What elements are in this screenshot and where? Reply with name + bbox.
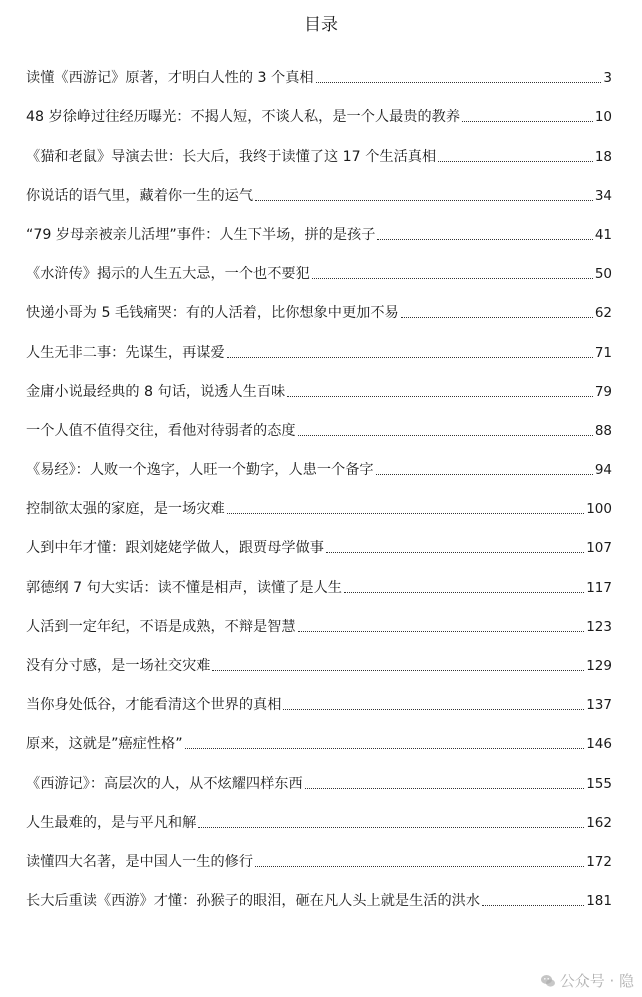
toc-entry-page: 100	[586, 501, 612, 518]
toc-entry-title: 你说话的语气里，藏着你一生的运气	[26, 187, 254, 204]
toc-entry-title: 人生无非二事：先谋生，再谋爱	[26, 344, 225, 361]
toc-entry-page: 79	[594, 383, 612, 400]
toc-entry[interactable]	[26, 244, 612, 283]
dot-leader	[298, 435, 593, 436]
toc-entry[interactable]	[26, 87, 612, 126]
toc-entry[interactable]	[26, 440, 612, 479]
toc-entry-page: 10	[594, 109, 612, 126]
dot-leader	[438, 161, 593, 162]
toc-entry-title: 原来，这就是”癌症性格”	[26, 736, 183, 753]
toc-entry-page: 94	[594, 462, 612, 479]
toc-entry[interactable]	[26, 636, 612, 675]
toc-entry[interactable]	[26, 362, 612, 401]
toc-entry-title: 当你身处低谷，才能看清这个世界的真相	[26, 697, 282, 714]
dot-leader	[212, 670, 584, 671]
dot-leader	[377, 239, 592, 240]
toc-entry[interactable]	[26, 322, 612, 361]
toc-entry-title: 快递小哥为 5 毛钱痛哭：有的人活着，比你想象中更加不易	[26, 305, 399, 322]
toc-entry-title: 控制欲太强的家庭，是一场灾难	[26, 501, 225, 518]
dot-leader	[326, 552, 584, 553]
toc-entry-page: 88	[594, 422, 612, 439]
toc-entry[interactable]	[26, 401, 612, 440]
dot-leader	[255, 866, 584, 867]
toc-entry-page: 107	[586, 540, 612, 557]
toc-entry-title: 读懂《西游记》原著，才明白人性的 3 个真相	[26, 70, 314, 87]
toc-entry[interactable]	[26, 675, 612, 714]
dot-leader	[198, 827, 584, 828]
toc-entry-page: 155	[586, 775, 612, 792]
toc-entry[interactable]	[26, 793, 612, 832]
toc-entry-title: “79 岁母亲被亲儿活埋”事件：人生下半场，拼的是孩子	[26, 226, 376, 243]
toc-entry-page: 146	[586, 736, 612, 753]
dot-leader	[298, 631, 585, 632]
toc-entry[interactable]	[26, 48, 612, 87]
watermark-text: 公众号 · 隐	[559, 972, 634, 990]
toc-entry-page: 62	[594, 305, 612, 322]
toc-entry[interactable]	[26, 479, 612, 518]
toc-entry-title: 没有分寸感，是一场社交灾难	[26, 658, 211, 674]
toc-entry-page: 41	[594, 226, 612, 243]
toc-entry[interactable]	[26, 753, 612, 792]
toc-entry[interactable]	[26, 126, 612, 165]
toc-entry-title: 《西游记》：高层次的人，从不炫耀四样东西	[26, 775, 303, 792]
toc-entry-page: 117	[586, 579, 612, 596]
wechat-icon	[540, 973, 556, 989]
toc-entry[interactable]	[26, 557, 612, 596]
toc-entry-page: 18	[594, 148, 612, 165]
toc-entry-title: 人活到一定年纪，不语是成熟，不辩是智慧	[26, 618, 296, 635]
toc-entry-page: 137	[586, 697, 612, 714]
dot-leader	[312, 278, 593, 279]
dot-leader	[283, 709, 584, 710]
toc-entry-page: 3	[603, 70, 612, 87]
dot-leader	[227, 513, 585, 514]
dot-leader	[287, 396, 593, 397]
toc-entry-title: 读懂四大名著，是中国人一生的修行	[26, 853, 254, 870]
toc-entry-title: 金庸小说最经典的 8 句话，说透人生百味	[26, 383, 286, 400]
toc-list	[26, 48, 612, 910]
toc-entry-title: 人到中年才懂：跟刘姥姥学做人，跟贾母学做事	[26, 540, 324, 557]
dot-leader	[227, 357, 593, 358]
toc-entry-title: 长大后重读《西游》才懂：孙猴子的眼泪，砸在凡人头上就是生活的洪水	[26, 893, 481, 910]
toc-entry[interactable]	[26, 518, 612, 557]
toc-entry-title: 人生最难的，是与平凡和解	[26, 814, 197, 831]
dot-leader	[185, 748, 585, 749]
dot-leader	[376, 474, 593, 475]
toc-entry-title: 郭德纲 7 句大实话：读不懂是相声，读懂了是人生	[26, 579, 342, 596]
toc-entry-title: 《水浒传》揭示的人生五大忌，一个也不要犯	[26, 266, 310, 283]
dot-leader	[344, 592, 584, 593]
toc-entry-page: 50	[594, 266, 612, 283]
dot-leader	[482, 905, 584, 906]
dot-leader	[462, 121, 593, 122]
toc-entry-page: 162	[586, 814, 612, 831]
toc-entry-page: 172	[586, 853, 612, 870]
dot-leader	[316, 82, 602, 83]
toc-title: 目录	[304, 15, 338, 35]
dot-leader	[401, 317, 593, 318]
toc-entry[interactable]	[26, 714, 612, 753]
watermark	[540, 970, 634, 991]
toc-entry[interactable]	[26, 166, 612, 205]
toc-entry-page: 71	[594, 344, 612, 361]
toc-entry-title: 《易经》：人败一个逸字，人旺一个勤字，人患一个备字	[26, 462, 374, 479]
toc-entry-page: 123	[586, 618, 612, 635]
toc-entry-title: 48 岁徐峥过往经历曝光：不揭人短，不谈人私，是一个人最贵的教养	[26, 109, 461, 126]
dot-leader	[305, 788, 585, 789]
toc-entry-page: 34	[594, 187, 612, 204]
dot-leader	[255, 200, 593, 201]
toc-entry[interactable]	[26, 205, 612, 244]
toc-entry[interactable]	[26, 871, 612, 910]
toc-entry[interactable]	[26, 597, 612, 636]
toc-entry[interactable]	[26, 283, 612, 322]
toc-entry-page: 129	[586, 658, 612, 674]
toc-entry[interactable]	[26, 832, 612, 871]
toc-entry-title: 《猫和老鼠》导演去世：长大后，我终于读懂了这 17 个生活真相	[26, 148, 437, 165]
toc-entry-page: 181	[586, 893, 612, 910]
toc-entry-title: 一个人值不值得交往，看他对待弱者的态度	[26, 422, 296, 439]
